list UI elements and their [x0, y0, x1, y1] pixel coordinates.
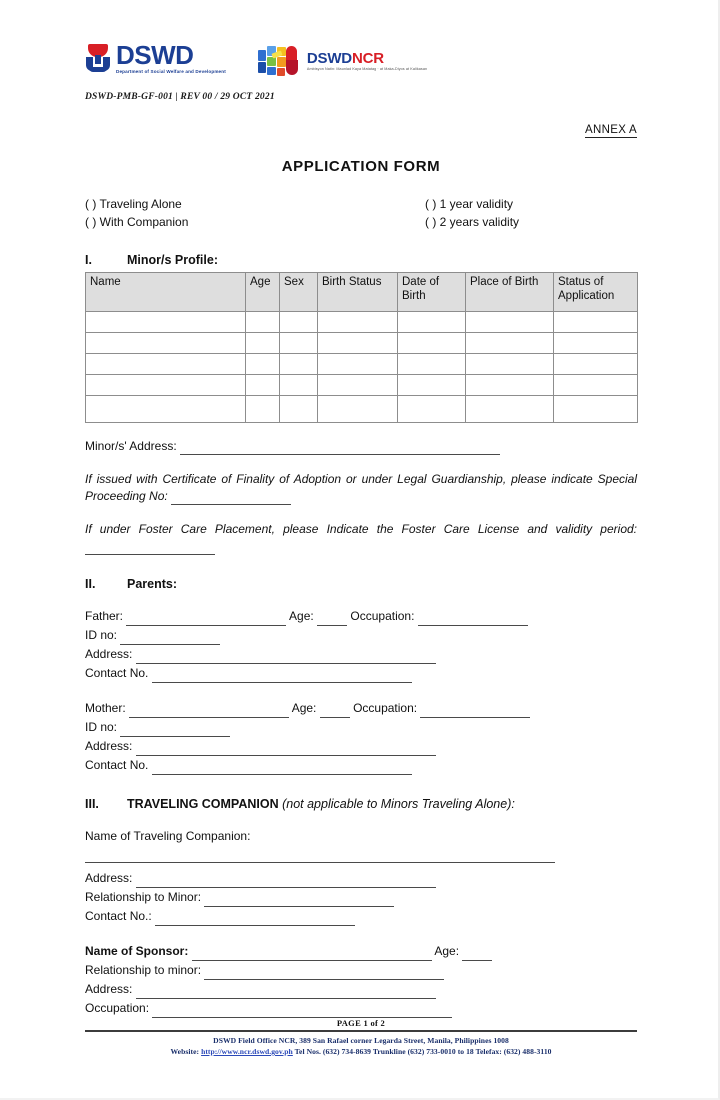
cell-name[interactable] [86, 333, 246, 354]
mother-fieldset [85, 699, 637, 775]
options-group [85, 195, 637, 231]
option-with-companion[interactable]: ( ) With Companion [85, 215, 189, 229]
section-3-title-text: TRAVELING COMPANION [127, 797, 279, 811]
section-2-number: II. [85, 577, 96, 591]
cell-birth-status[interactable] [318, 312, 398, 333]
option-traveling-alone[interactable]: ( ) Traveling Alone [85, 197, 182, 211]
father-contact-label: Contact No. [85, 666, 149, 680]
cell-date-of-birth[interactable] [398, 312, 466, 333]
mother-contact-input[interactable] [152, 761, 412, 775]
cell-status-of-application[interactable] [554, 333, 638, 354]
companion-address-row [85, 869, 637, 888]
cell-date-of-birth[interactable] [398, 396, 466, 423]
option-two-years-validity[interactable]: ( ) 2 years validity [425, 215, 520, 229]
cell-age[interactable] [246, 354, 280, 375]
father-occupation-label: Occupation: [350, 609, 415, 623]
cell-date-of-birth[interactable] [398, 375, 466, 396]
cell-sex[interactable] [280, 375, 318, 396]
column-header-age: Age [246, 273, 280, 312]
ncr-wordmark-dswd: DSWD [306, 49, 352, 67]
dswd-tagline: Department of Social Welfare and Development [116, 69, 226, 74]
ncr-wordmark [307, 51, 427, 66]
cell-name[interactable] [86, 354, 246, 375]
sponsor-fieldset [85, 942, 637, 1018]
column-header-place-of-birth: Place of Birth [466, 273, 554, 312]
column-header-date-of-birth: Date of Birth [398, 273, 466, 312]
footer-website-link[interactable]: http://www.ncr.dswd.gov.ph [201, 1047, 293, 1056]
foster-care-license-input[interactable] [85, 541, 215, 555]
sponsor-name-input[interactable] [192, 947, 432, 961]
cell-age[interactable] [246, 312, 280, 333]
mother-age-input[interactable] [320, 704, 350, 718]
section-3-number: III. [85, 797, 99, 811]
column-header-birth-status: Birth Status [318, 273, 398, 312]
sponsor-address-row [85, 980, 637, 999]
sponsor-address-input[interactable] [136, 985, 436, 999]
foster-care-paragraph [85, 521, 637, 555]
cell-name[interactable] [86, 396, 246, 423]
table-row[interactable] [86, 333, 638, 354]
cell-age[interactable] [246, 333, 280, 354]
mother-contact-row [85, 756, 637, 775]
special-proceeding-no-input[interactable] [171, 491, 291, 505]
dswd-ncr-logo [256, 44, 427, 78]
mother-name-input[interactable] [129, 704, 289, 718]
sponsor-address-label: Address: [85, 982, 133, 996]
table-header-row [86, 273, 638, 312]
companion-fieldset [85, 827, 637, 926]
father-address-label: Address: [85, 647, 133, 661]
cell-birth-status[interactable] [318, 375, 398, 396]
finality-paragraph [85, 471, 637, 505]
companion-contact-row [85, 907, 637, 926]
ncr-heart-emblem-icon [256, 44, 302, 78]
dswd-emblem-icon [85, 43, 111, 73]
cell-birth-status[interactable] [318, 396, 398, 423]
section-1-heading [85, 253, 637, 267]
companion-contact-label: Contact No.: [85, 909, 152, 923]
cell-birth-status[interactable] [318, 354, 398, 375]
companion-relationship-input[interactable] [204, 893, 394, 907]
cell-place-of-birth[interactable] [466, 396, 554, 423]
companion-name-row [85, 827, 637, 846]
sponsor-name-label: Name of Sponsor: [85, 944, 189, 958]
footer-website-label: Website: [170, 1047, 200, 1056]
companion-address-input[interactable] [136, 874, 436, 888]
table-row[interactable] [86, 375, 638, 396]
mother-address-input[interactable] [136, 742, 436, 756]
section-1-number: I. [85, 253, 92, 267]
father-address-row [85, 645, 637, 664]
dswd-wordmark: DSWD [116, 40, 194, 70]
minors-address-input[interactable] [180, 441, 500, 455]
document-code: DSWD-PMB-GF-001 | REV 00 / 29 OCT 2021 [85, 92, 275, 102]
father-id-row [85, 626, 637, 645]
father-name-row [85, 607, 637, 626]
footer-divider [85, 1030, 637, 1032]
ncr-wordmark-ncr: NCR [351, 49, 384, 67]
footer-address: DSWD Field Office NCR, 389 San Rafael corner Legarda Street, Manila, Philippines 1008 [213, 1036, 509, 1045]
cell-name[interactable] [86, 375, 246, 396]
father-name-label: Father: [85, 609, 124, 623]
cell-sex[interactable] [280, 312, 318, 333]
companion-relationship-label: Relationship to Minor: [85, 890, 202, 904]
table-row[interactable] [86, 312, 638, 333]
sponsor-occupation-label: Occupation: [85, 1001, 150, 1015]
mother-id-input[interactable] [120, 723, 230, 737]
annex-label [85, 124, 637, 136]
cell-date-of-birth[interactable] [398, 354, 466, 375]
page-title: APPLICATION FORM [281, 158, 441, 175]
cell-place-of-birth[interactable] [466, 333, 554, 354]
cell-age[interactable] [246, 396, 280, 423]
cell-sex[interactable] [280, 396, 318, 423]
cell-status-of-application[interactable] [554, 312, 638, 333]
footer-contact-line [85, 1046, 637, 1057]
logo-row [85, 42, 637, 88]
cell-status-of-application[interactable] [554, 354, 638, 375]
mother-contact-label: Contact No. [85, 758, 149, 772]
cell-sex[interactable] [280, 354, 318, 375]
cell-status-of-application[interactable] [554, 375, 638, 396]
foster-care-text: If under Foster Care Placement, please Indicate the Foster Care License and validity period: [85, 522, 637, 536]
sponsor-name-row [85, 942, 637, 961]
section-3-heading [85, 797, 637, 811]
father-id-label: ID no: [85, 628, 118, 642]
mother-id-label: ID no: [85, 720, 118, 734]
table-row[interactable] [86, 354, 638, 375]
section-2-heading [85, 577, 637, 591]
section-3-title-note: (not applicable to Minors Traveling Alone): [278, 797, 515, 811]
minors-address-label: Minor/s' Address: [85, 439, 177, 453]
father-contact-input[interactable] [152, 669, 412, 683]
minors-address-field [85, 437, 637, 455]
cell-place-of-birth[interactable] [466, 354, 554, 375]
sponsor-age-input[interactable] [462, 947, 492, 961]
column-header-status-of-application: Status of Application [554, 273, 638, 312]
mother-name-label: Mother: [85, 701, 126, 715]
father-age-label: Age: [289, 609, 314, 623]
mother-age-label: Age: [291, 701, 317, 715]
page-content [85, 42, 637, 1018]
father-fieldset [85, 607, 637, 683]
section-3-title [127, 797, 515, 811]
sponsor-relationship-input[interactable] [204, 966, 444, 980]
companion-name-label: Name of Traveling Companion: [85, 829, 251, 843]
companion-name-input[interactable] [85, 862, 555, 863]
father-contact-row [85, 664, 637, 683]
finality-text: If issued with Certificate of Finality of Adoption or under Legal Guardianship, please indicate Special Proceeding No: [85, 472, 637, 503]
footer-phone-numbers: Tel Nos. (632) 734-8639 Trunkline (632) 733-0010 to 18 Telefax: (632) 488-3110 [294, 1047, 552, 1056]
father-age-input[interactable] [317, 612, 347, 626]
options-row-2 [85, 213, 637, 231]
sponsor-occupation-row [85, 999, 637, 1018]
father-name-input[interactable] [126, 612, 286, 626]
option-one-year-validity[interactable]: ( ) 1 year validity [425, 197, 514, 211]
minors-profile-table [85, 272, 638, 423]
sponsor-age-label: Age: [434, 944, 460, 958]
column-header-name: Name [86, 273, 246, 312]
mother-address-row [85, 737, 637, 756]
ncr-subtitle: Ambisyon Natin: Maunlad Kaya Matatag · at Maka-Diyos at Kalikasan [306, 66, 428, 71]
options-row-1 [85, 195, 637, 213]
cell-status-of-application[interactable] [554, 396, 638, 423]
column-header-sex: Sex [280, 273, 318, 312]
companion-relationship-row [85, 888, 637, 907]
mother-id-row [85, 718, 637, 737]
table-row[interactable] [86, 396, 638, 423]
cell-sex[interactable] [280, 333, 318, 354]
mother-name-row [85, 699, 637, 718]
page-number: PAGE 1 of 2 [336, 1018, 386, 1028]
section-1-title: Minor/s Profile: [127, 253, 218, 267]
cell-place-of-birth[interactable] [466, 375, 554, 396]
sponsor-relationship-label: Relationship to minor: [85, 963, 202, 977]
mother-address-label: Address: [85, 739, 133, 753]
sponsor-relationship-row [85, 961, 637, 980]
father-occupation-input[interactable] [418, 612, 528, 626]
cell-name[interactable] [86, 312, 246, 333]
mother-occupation-input[interactable] [420, 704, 530, 718]
cell-place-of-birth[interactable] [466, 312, 554, 333]
companion-address-label: Address: [85, 871, 133, 885]
companion-contact-input[interactable] [155, 912, 355, 926]
page-footer [85, 1018, 637, 1057]
cell-birth-status[interactable] [318, 333, 398, 354]
father-id-input[interactable] [120, 631, 220, 645]
sponsor-occupation-input[interactable] [152, 1004, 452, 1018]
cell-date-of-birth[interactable] [398, 333, 466, 354]
mother-occupation-label: Occupation: [353, 701, 418, 715]
section-2-title: Parents: [127, 577, 178, 591]
father-address-input[interactable] [136, 650, 436, 664]
cell-age[interactable] [246, 375, 280, 396]
dswd-logo [85, 42, 226, 74]
annex-label-text: ANNEX A [585, 124, 637, 136]
